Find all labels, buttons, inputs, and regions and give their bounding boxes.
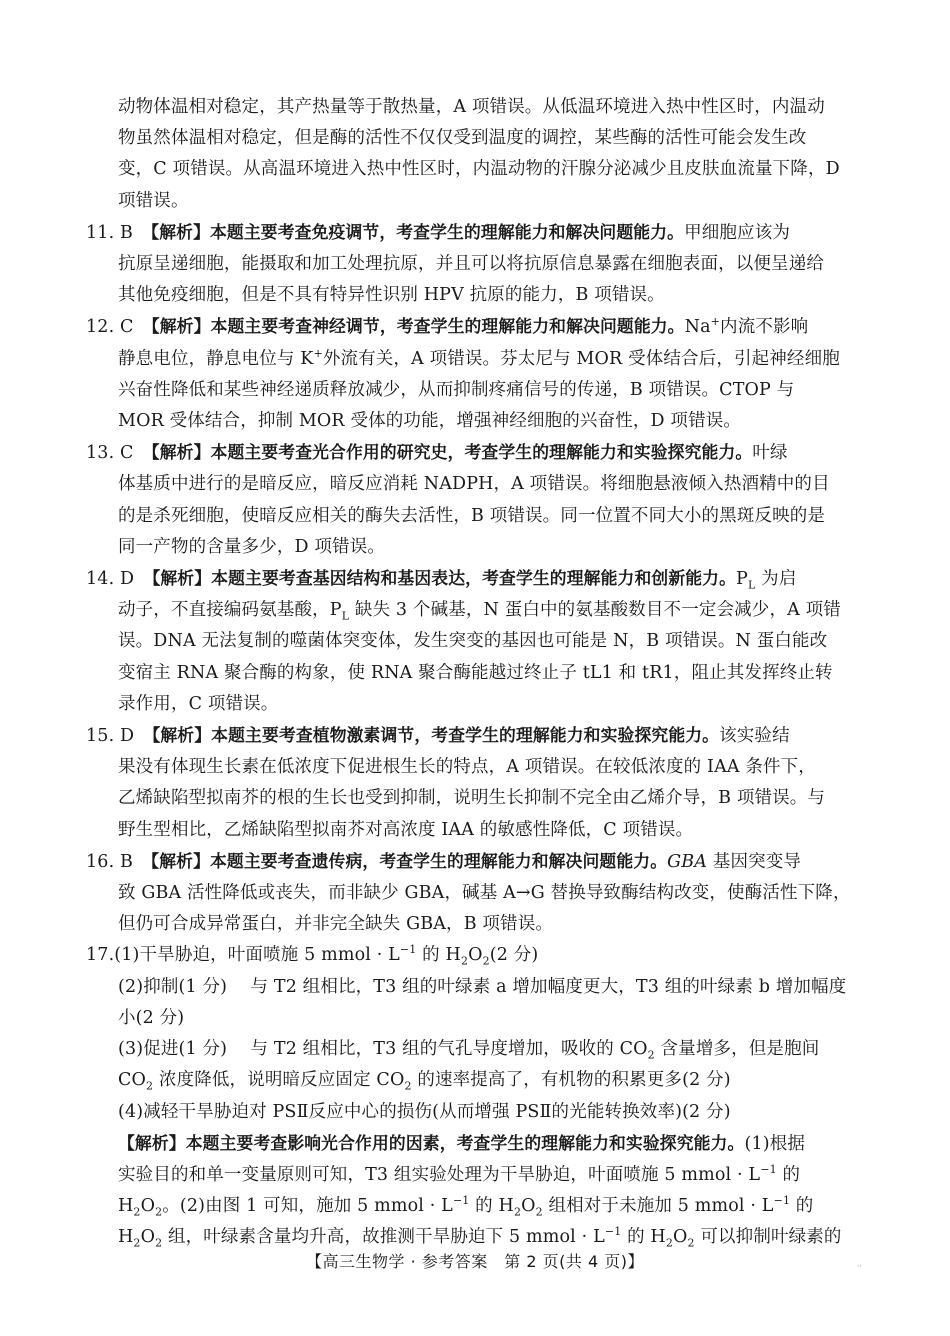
question-number: 14. D bbox=[86, 569, 135, 590]
text-line: (4)减轻干旱胁迫对 PSⅡ反应中心的损伤(从而增强 PSⅡ的光能转换效率)(2 分) bbox=[118, 1101, 731, 1122]
text-line: 实验目的和单一变量原则可知，T3 组实验处理为干旱胁迫，叶面喷施 5 mmol · $L^{-1}$ 的 bbox=[118, 1163, 801, 1185]
text-line: 【解析】本题主要考查影响光合作用的因素，考查学生的理解能力和实验探究能力。(1)根据 bbox=[118, 1132, 806, 1154]
text-line: 16. B 【解析】本题主要考查遗传病，考查学生的理解能力和解决问题能力。GBA 基因突变导 bbox=[86, 850, 802, 872]
answer-content bbox=[86, 92, 868, 1254]
text-line: 的是杀死细胞，使暗反应相关的酶失去活性，B 项错误。同一位置不同大小的黑斑反映的是 bbox=[118, 505, 826, 526]
analysis-tag: 【解析】本题主要考查遗传病，考查学生的理解能力和解决问题能力。 bbox=[150, 850, 668, 871]
text-line: 17.(1)干旱胁迫，叶面喷施 5 mmol · $L^{-1}$ 的 $H_2O_2(2$ 分) bbox=[86, 943, 539, 968]
text-line: MOR 受体结合，抑制 MOR 受体的功能，增强神经细胞的兴奋性，D 项错误。 bbox=[118, 411, 742, 432]
q16-answer bbox=[86, 846, 868, 941]
text-line: 同一产物的含量多少，D 项错误。 bbox=[118, 536, 385, 557]
analysis-tag: 【解析】本题主要考查植物激素调节，考查学生的理解能力和实验探究能力。 bbox=[151, 725, 720, 746]
question-number: 16. B bbox=[86, 851, 134, 872]
text-line: 误。DNA 无法复制的噬菌体突变体，发生突变的基因也可能是 N，B 项错误。N 蛋白能改 bbox=[118, 631, 828, 652]
analysis-tag: 【解析】本题主要考查神经调节，考查学生的理解能力和解决问题能力。 bbox=[151, 316, 685, 337]
text-line: $CO_2$ 浓度降低，说明暗反应固定 $CO_2$ 的速率提高了，有机物的积累更多(2 分) bbox=[118, 1070, 731, 1093]
question-number: 17. bbox=[86, 945, 115, 966]
text-line: $H_2O_2$。(2)由图 1 可知，施加 5 mmol · $L^{-1}$ 的 $H_2O_2$ 组相对于未施加 5 mmol · $L^{-1}$ 的 bbox=[118, 1194, 814, 1219]
q12-answer bbox=[86, 311, 868, 437]
text-line: 静息电位，静息电位与 K+外流有关，A 项错误。芬太尼与 MOR 受体结合后，引起神经细胞 bbox=[118, 346, 840, 369]
text-line: 变宿主 RNA 聚合酶的构象，使 RNA 聚合酶能越过终止子 tL1 和 tR1，阻止其发挥终止转 bbox=[118, 662, 833, 683]
text-line: 项错误。 bbox=[118, 190, 189, 211]
corner-mark: ·· bbox=[856, 1262, 862, 1271]
q14-answer bbox=[86, 563, 868, 720]
text-line: 12. C 【解析】本题主要考查神经调节，考查学生的理解能力和解决问题能力。Na+内流不影响 bbox=[86, 315, 809, 338]
text-line: 动子，不直接编码氨基酸，$P_L$ 缺失 3 个碱基，N 蛋白中的氨基酸数目不一定会减少，A 项错 bbox=[118, 600, 841, 623]
text-line: 其他免疫细胞，但是不具有特异性识别 HPV 抗原的能力，B 项错误。 bbox=[118, 285, 665, 306]
page-footer: 【高三生物学 · 参考答案 第 2 页(共 4 页)】 bbox=[306, 1252, 644, 1271]
q10-continuation bbox=[86, 92, 868, 217]
analysis-tag: 【解析】本题主要考查光合作用的研究史，考查学生的理解能力和实验探究能力。 bbox=[151, 442, 753, 463]
text-line: 兴奋性降低和某些神经递质释放减少，从而抑制疼痛信号的传递，B 项错误。CTOP 与 bbox=[118, 379, 795, 400]
text-line: 15. D 【解析】本题主要考查植物激素调节，考查学生的理解能力和实验探究能力。该实验结 bbox=[86, 725, 790, 747]
q15-answer bbox=[86, 720, 868, 846]
q17-answer bbox=[86, 940, 868, 1253]
text-line: 13. C 【解析】本题主要考查光合作用的研究史，考查学生的理解能力和实验探究能力。叶绿 bbox=[86, 442, 788, 464]
text-line: 野生型相比，乙烯缺陷型拟南芥对高浓度 IAA 的敏感性降低，C 项错误。 bbox=[118, 819, 694, 840]
text-line: 果没有体现生长素在低浓度下促进根生长的特点，A 项错误。在较低浓度的 IAA 条件下， bbox=[118, 757, 816, 778]
question-number: 15. D bbox=[86, 726, 135, 747]
analysis-tag: 【解析】本题主要考查免疫调节，考查学生的理解能力和解决问题能力。 bbox=[150, 221, 685, 242]
analysis-tag: 【解析】本题主要考查基因结构和基因表达，考查学生的理解能力和创新能力。 bbox=[151, 568, 737, 589]
text-line: 致 GBA 活性降低或丧失，而非缺少 GBA，碱基 A→G 替换导致酶结构改变，使酶活性下降， bbox=[118, 883, 851, 904]
text-line: 变，C 项错误。从高温环境进入热中性区时，内温动物的汗腺分泌减少且皮肤血流量下降，D bbox=[118, 159, 840, 180]
question-number: 12. C bbox=[86, 317, 134, 338]
q11-answer bbox=[86, 217, 868, 312]
analysis-tag: 【解析】本题主要考查影响光合作用的因素，考查学生的理解能力和实验探究能力。 bbox=[118, 1132, 745, 1153]
text-line: 动物体温相对稳定，其产热量等于散热量，A 项错误。从低温环境进入热中性区时，内温动 bbox=[118, 97, 825, 117]
text-line: 但仍可合成异常蛋白，并非完全缺失 GBA，B 项错误。 bbox=[118, 914, 554, 935]
question-number: 11. B bbox=[86, 222, 134, 243]
text-line: 体基质中进行的是暗反应，暗反应消耗 NADPH，A 项错误。将细胞悬液倾入热酒精中的目 bbox=[118, 474, 830, 495]
text-line: 物虽然体温相对稳定，但是酶的活性不仅仅受到温度的调控，某些酶的活性可能会发生改 bbox=[118, 128, 807, 149]
q13-answer bbox=[86, 437, 868, 563]
text-line: 录作用，C 项错误。 bbox=[118, 693, 279, 714]
text-line: 乙烯缺陷型拟南芥的根的生长也受到抑制，说明生长抑制不完全由乙烯介导，B 项错误。与 bbox=[118, 788, 826, 809]
text-line: (3)促进(1 分) 与 T2 组相比，T3 组的气孔导度增加，吸收的 $CO_2$ 含量增多，但是胞间 bbox=[118, 1039, 820, 1062]
question-number: 13. C bbox=[86, 443, 134, 464]
text-line: 14. D 【解析】本题主要考查基因结构和基因表达，考查学生的理解能力和创新能力。$P_L$ 为启 bbox=[86, 568, 797, 592]
text-line: (2)抑制(1 分) 与 T2 组相比，T3 组的叶绿素 a 增加幅度更大，T3 组的叶绿素 b 增加幅度 bbox=[118, 976, 847, 997]
text-line: 小(2 分) bbox=[118, 1007, 185, 1028]
text-line: 抗原呈递细胞，能摄取和加工处理抗原，并且可以将抗原信息暴露在细胞表面，以便呈递给 bbox=[118, 254, 824, 275]
text-line: 11. B 【解析】本题主要考查免疫调节，考查学生的理解能力和解决问题能力。甲细胞应该为 bbox=[86, 221, 790, 243]
text-line: $H_2O_2$ 组，叶绿素含量均升高，故推测干旱胁迫下 5 mmol · $L^{-1}$ 的 $H_2O_2$ 可以抑制叶绿素的 bbox=[118, 1225, 842, 1250]
